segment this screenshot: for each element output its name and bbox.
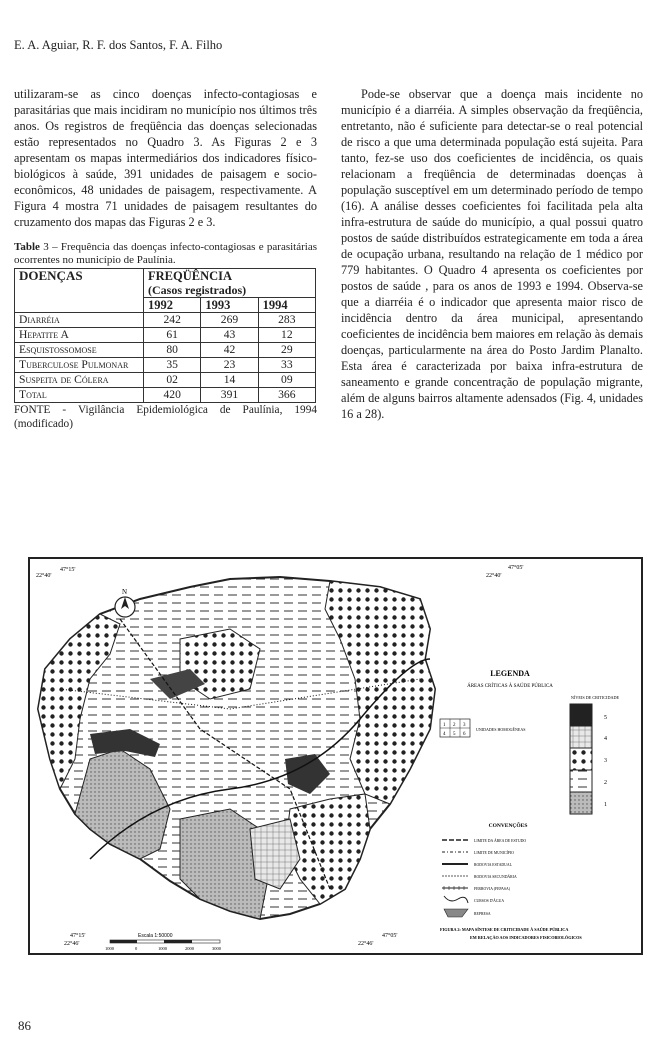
level-label: 4 (604, 736, 607, 742)
cell-1994: 283 (258, 313, 315, 328)
level-label: 2 (604, 780, 607, 786)
conventions-list (442, 838, 526, 917)
page-number: 86 (18, 1018, 31, 1033)
frequency-table (14, 268, 316, 403)
convention-label: CURSOS D'ÁGUA (474, 899, 505, 903)
homogeneous-units-key (440, 719, 525, 737)
coord-bl-lon: 47°15' (70, 933, 86, 939)
table-caption (14, 241, 317, 267)
year-1994: 1994 (258, 298, 315, 313)
convention-label: RODOVIA SECUNDÁRIA (474, 875, 517, 879)
north-label: N (122, 588, 128, 596)
convention-label: REPRESA (474, 912, 491, 916)
row-name: Diarréia (15, 313, 144, 328)
coord-tr: 22°40' (486, 573, 502, 579)
legend-subtitle: ÁREAS CRÍTICAS À SAÚDE PÚBLICA (467, 684, 553, 689)
table-row-total (15, 388, 316, 403)
row-name: Hepatite A (15, 328, 144, 343)
unit-number: 6 (463, 732, 466, 737)
cell-1993: 23 (201, 358, 258, 373)
cell-1994: 12 (258, 328, 315, 343)
table-row (15, 373, 316, 388)
cell-1994: 09 (258, 373, 315, 388)
right-column (341, 86, 643, 422)
coord-bl: 22°46' (64, 941, 80, 947)
level-2-swatch (570, 770, 592, 792)
unit-number: 3 (463, 723, 466, 728)
cell-1994: 33 (258, 358, 315, 373)
map-figure (28, 557, 643, 955)
right-paragraph: Pode-se observar que a doença mais incidente no município é a diarréia. A simples observação da freqüência, entretanto, não é suficiente para detectar-se o real potencial de risco a que uma determinada população está sujeita. Para tanto, fez-se uso dos coeficientes de incidência, os quais relacionam a freqüência de determinadas doenças à população susceptível em um determinado período de tempo (16). A análise desses coeficientes foi facilitada pela alta infra-estrutura de saúde do município, a qual possui quatro postos de saúde distribuídos estrategicamente em toda a área de ocupação urbana, resultando na relação de 1 médico por 779 habitantes. O Quadro 4 apresenta os coeficientes por postos de saúde , para os anos de 1993 e 1994. Observa-se que a diarréia é o indicador que apresenta maior risco de incidência dentro da área municipal, apresentando coeficientes de incidência bem maiores em relação às demais doenças, particularmente na área do Posto Jardim Planalto. Esta área é caracterizada por baixa infra-estrutura de saneamento e grande concentração de população migrante, além de alguns bairros altamente adensados (Fig. 4, unidades 16 a 28). (341, 87, 643, 421)
scale-tick: 1000 (158, 946, 167, 951)
legend-title: LEGENDA (490, 669, 530, 678)
header-frequencia: FREQÜÊNCIA (144, 269, 316, 284)
figure-caption-line2: EM RELAÇÃO AOS INDICADORES FISICOBIOLÓGICOS (470, 935, 582, 940)
cell-1992: 242 (144, 313, 201, 328)
map-svg (30, 559, 641, 953)
level-label: 3 (604, 758, 607, 764)
figure-caption-line1: FIGURA 2: MAPA SÍNTESE DE CRITICIDADE À SAÚDE PÚBLICA (440, 927, 569, 932)
scale-title: Escala 1:50000 (138, 933, 173, 939)
coord-tl-lon: 47°15' (60, 567, 76, 573)
cell-1992: 61 (144, 328, 201, 343)
coord-tr-lon: 47°05' (508, 565, 524, 571)
scale-bar (105, 933, 222, 951)
row-name: Suspeita de Cólera (15, 373, 144, 388)
cell-1992: 02 (144, 373, 201, 388)
table-row (15, 328, 316, 343)
convention-label: LIMITE DE MUNICÍPIO (474, 851, 514, 855)
cell-1993: 43 (201, 328, 258, 343)
map-legend (440, 669, 620, 940)
coord-tl: 22°40' (36, 573, 52, 579)
cell-1992: 35 (144, 358, 201, 373)
convention-label: FERROVIA (FEPASA) (474, 887, 511, 891)
cell-1994: 366 (258, 388, 315, 403)
row-name: Total (15, 388, 144, 403)
cell-1993: 42 (201, 343, 258, 358)
cell-1993: 391 (201, 388, 258, 403)
table-row (15, 343, 316, 358)
units-label: UNIDADES HOMOGÊNEAS (476, 727, 526, 732)
cell-1994: 29 (258, 343, 315, 358)
level-label: 5 (604, 715, 607, 721)
header-doencas: DOENÇAS (15, 269, 144, 313)
table-row (15, 358, 316, 373)
level-3-swatch (570, 748, 592, 770)
unit-number: 1 (443, 723, 446, 728)
unit-number: 2 (453, 723, 456, 728)
level-label: 1 (604, 802, 607, 808)
unit-number: 5 (453, 732, 456, 737)
table-header-row (15, 269, 316, 284)
table-caption-text: 3 – Frequência das doenças infecto-contagiosas e parasitárias ocorrentes no município de Paulínia. (14, 241, 318, 266)
conventions-title: CONVENÇÕES (488, 823, 528, 829)
scale-tick: 1000 (105, 946, 114, 951)
year-1993: 1993 (201, 298, 258, 313)
unit-number: 4 (443, 732, 446, 737)
scale-tick: 2000 (185, 946, 194, 951)
level-4-swatch (570, 726, 592, 748)
cell-1993: 269 (201, 313, 258, 328)
level-5-swatch (570, 704, 592, 726)
convention-label: RODOVIA ESTADUAL (474, 863, 512, 867)
scale-tick: 3000 (212, 946, 221, 951)
convention-label: LIMITE DA ÁREA DE ESTUDO (474, 839, 527, 843)
left-column (14, 86, 317, 431)
header-casos: (Casos registrados) (144, 283, 316, 298)
north-arrow-icon (115, 588, 135, 617)
cell-1992: 80 (144, 343, 201, 358)
coord-br-lon: 47°05' (382, 933, 398, 939)
cell-1992: 420 (144, 388, 201, 403)
coord-br: 22°46' (358, 941, 374, 947)
scale-tick: 0 (135, 946, 138, 951)
level-1-swatch (570, 792, 592, 814)
cell-1993: 14 (201, 373, 258, 388)
table-row (15, 313, 316, 328)
table-caption-label: Table (14, 241, 40, 253)
row-name: Tuberculose Pulmonar (15, 358, 144, 373)
levels-title: NÍVEIS DE CRITICIDADE (570, 695, 620, 700)
year-1992: 1992 (144, 298, 201, 313)
running-header: E. A. Aguiar, R. F. dos Santos, F. A. Filho (14, 38, 223, 52)
left-paragraph: utilizaram-se as cinco doenças infecto-contagiosas e parasitárias que mais incidiram no município nos últimos três anos. Os registros de freqüência das doenças selecionadas estão representados no Quadro 3. As Figuras 2 e 3 apresentam os mapas intermediários dos indicadores físico-biológicos à saúde, 391 unidades de paisagem e socio-econômicos, 48 unidades de paisagem, respectivamente. A Figura 4 mostra 71 unidades de paisagem resultantes do cruzamento dos mapas das Figuras 2 e 3. (14, 87, 317, 229)
table-source: FONTE - Vigilância Epidemiológica de Paulínia, 1994 (modificado) (14, 404, 317, 430)
row-name: Esquistossomose (15, 343, 144, 358)
